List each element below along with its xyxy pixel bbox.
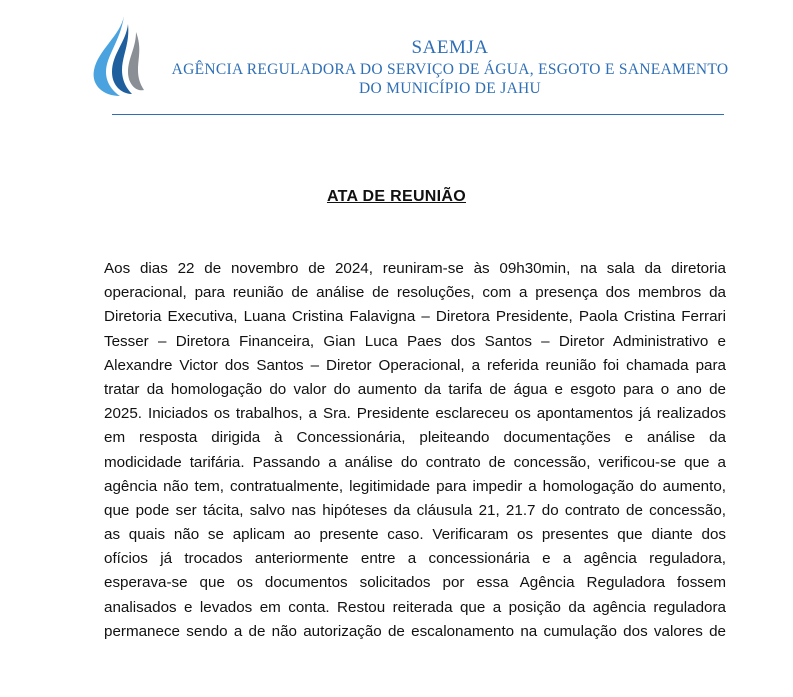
body-line: permanece sendo a de não autorização de escalonamento na cumulação dos valores de	[104, 622, 726, 640]
document-title: ATA DE REUNIÃO	[326, 188, 466, 205]
body-line: Aos dias 22 de novembro de 2024, reuniram-se às 09h30min, na sala da diretoria	[104, 260, 726, 277]
body-line: que pode ser tácita, salvo nas hipóteses da cláusula 21, 21.7 do contrato de concessão,	[104, 501, 726, 519]
body-line: operacional, para reunião de análise de resoluções, com a presença dos membros da	[104, 284, 726, 302]
body-line: Tesser – Diretora Financeira, Gian Luca Paes dos Santos – Diretor Administrativo e	[104, 332, 726, 350]
body-line: tratar da homologação do valor do aumento da tarifa de água e esgoto para o ano de	[104, 380, 726, 398]
header-divider	[112, 114, 724, 115]
body-line: 2025. Iniciados os trabalhos, a Sra. Presidente esclareceu os apontamentos já realizados	[104, 405, 726, 423]
body-line: esperava-se que os documentos solicitados por essa Agência Reguladora fossem	[104, 574, 726, 592]
document-body	[104, 257, 726, 644]
body-line: Alexandre Victor dos Santos – Diretor Operacional, a referida reunião foi chamada para	[104, 356, 726, 374]
body-line: as quais não se aplicam ao presente caso. Verificaram os presentes que diante dos	[104, 526, 726, 544]
body-line: ofícios já trocados anteriormente entre a concessionária e a agência reguladora,	[104, 550, 726, 568]
body-line: analisados e levados em conta. Restou reiterada que a posição da agência reguladora	[104, 598, 726, 616]
body-line: agência não tem, contratualmente, legitimidade para impedir a homologação do aumento,	[104, 477, 726, 495]
organization-full-name-line-1: AGÊNCIA REGULADORA DO SERVIÇO DE ÁGUA, ESGOTO E SANEAMENTO	[171, 61, 729, 78]
water-drop-logo-icon	[84, 14, 156, 98]
organization-header	[170, 36, 730, 98]
organization-acronym: SAEMJA	[411, 37, 489, 58]
body-line: modicidade tarifária. Passando a análise do contrato de concessão, verificou-se que a	[104, 453, 726, 471]
body-line: em resposta dirigida à Concessionária, pleiteando documentações e análise da	[104, 429, 726, 447]
body-line: Diretoria Executiva, Luana Cristina Falavigna – Diretora Presidente, Paola Cristina Ferrari	[104, 308, 726, 326]
organization-full-name-line-2: DO MUNICÍPIO DE JAHU	[358, 80, 542, 97]
